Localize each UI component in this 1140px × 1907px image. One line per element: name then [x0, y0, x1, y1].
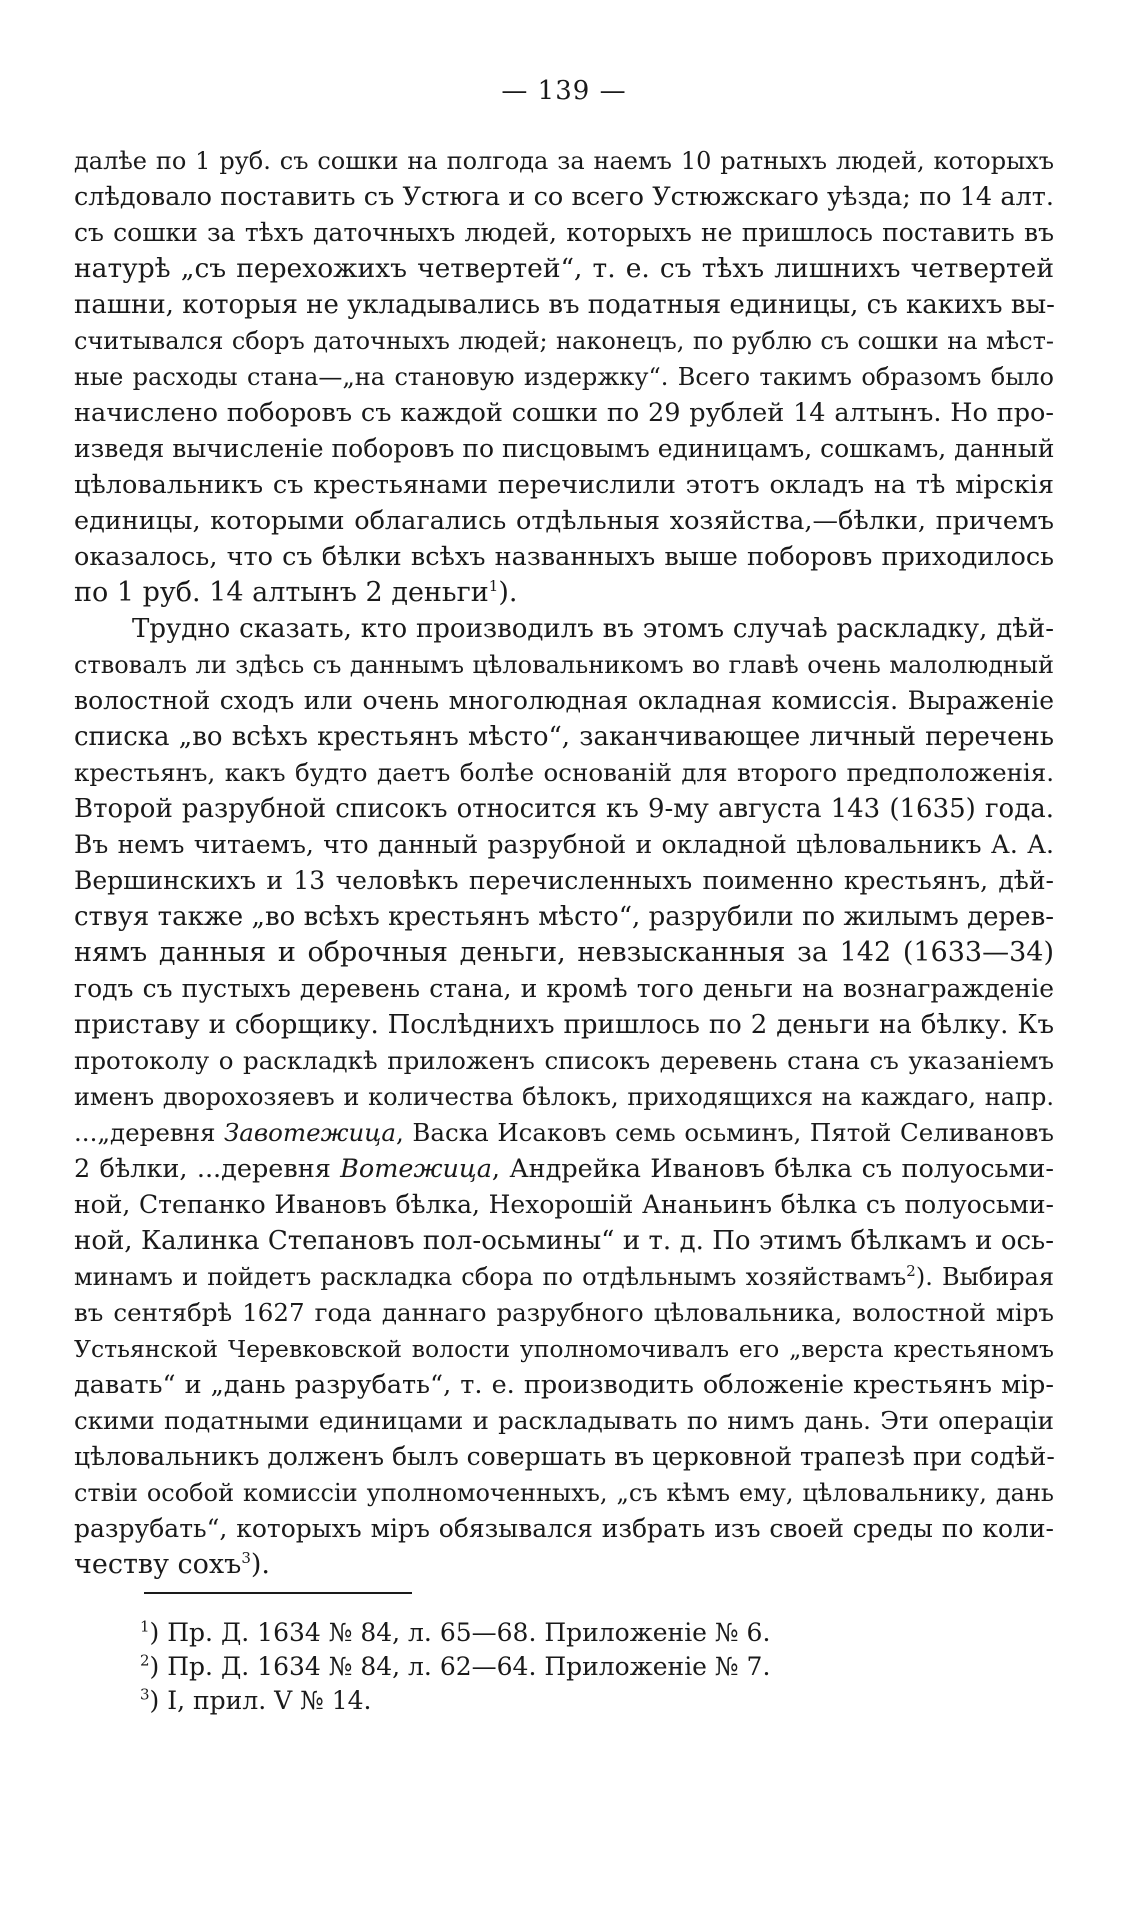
footnote-ref[interactable]: 3 — [241, 1549, 251, 1567]
text-line: нямъ данныя и оброчныя деньги, невзысканныя за 142 (1633—34) — [74, 937, 1054, 968]
text-line: годъ съ пустыхъ деревень стана, и кромѣ того деньги на вознагражденіе — [74, 974, 1054, 1003]
text-line: крестьянъ, какъ будто даетъ болѣе основаній для второго предположенія. — [74, 758, 1054, 787]
text-line: изведя вычисленіе поборовъ по писцовымъ единицамъ, сошкамъ, данный — [74, 434, 1055, 463]
text-fragment: минамъ и пойдетъ раскладка сбора по отдѣльнымъ хозяйствамъ — [74, 1263, 907, 1291]
text-line: скими податными единицами и раскладывать по нимъ дань. Эти операціи — [74, 1406, 1054, 1435]
text-line: приставу и сборщику. Послѣднихъ пришлось по 2 деньги на бѣлку. Къ — [74, 1010, 1054, 1040]
text-fragment: ...„деревня — [74, 1118, 225, 1147]
text-line: ной, Степанко Ивановъ бѣлка, Нехорошій Ананьинъ бѣлка съ полуосьми- — [74, 1190, 1054, 1219]
footnotes — [140, 1616, 1040, 1718]
text-fragment: , Васка Исаковъ семь осьминъ, Пятой Селивановъ — [396, 1118, 1054, 1147]
footnote-text: ) Пр. Д. 1634 № 84, л. 62—64. Приложеніе № 7. — [149, 1652, 771, 1681]
text-line: слѣдовало поставить съ Устюга и со всего Устюжскаго уѣзда; по 14 алт. — [74, 182, 1054, 212]
text-line: ствуя также „во всѣхъ крестьянъ мѣсто“, разрубили по жилымъ дерев- — [74, 902, 1054, 932]
text-line: именъ дворохозяевъ и количества бѣлокъ, приходящихся на каждаго, напр. — [74, 1083, 1054, 1111]
text-line: ствіи особой комиссіи уполномоченныхъ, „съ кѣмъ ему, цѣловальнику, дань — [74, 1479, 1054, 1507]
village-name: Завотежица — [224, 1118, 396, 1147]
footnote-mark: 1 — [140, 1617, 150, 1636]
text-line: ной, Калинка Степановъ пол-осьмины“ и т. д. По этимъ бѣлкамъ и ось- — [74, 1226, 1054, 1256]
text-line: Второй разрубной списокъ относится къ 9-му августа 143 (1635) года. — [74, 794, 1054, 824]
footnote-text: ) Пр. Д. 1634 № 84, л. 65—68. Приложеніе № 6. — [149, 1618, 771, 1647]
text-line: Трудно сказать, кто производилъ въ этомъ случаѣ раскладку, дѣй- — [132, 614, 1054, 644]
footnote-mark: 2 — [140, 1651, 150, 1670]
text-line: разрубать“, которыхъ міръ обязывался избрать изъ своей среды по коли- — [74, 1514, 1054, 1543]
text-line — [74, 1151, 1054, 1187]
text-fragment: ). Выбирая — [915, 1263, 1055, 1291]
page-number: — 139 — — [501, 76, 627, 106]
text-line: Въ немъ читаемъ, что данный разрубной и окладной цѣловальникъ А. А. — [74, 830, 1054, 859]
text-fragment: 2 бѣлки, ...деревня — [74, 1154, 341, 1184]
text-line: протоколу о раскладкѣ приложенъ списокъ деревень стана съ указаніемъ — [74, 1046, 1054, 1075]
text-line: далѣе по 1 руб. съ сошки на полгода за наемъ 10 ратныхъ людей, которыхъ — [74, 147, 1054, 175]
text-line — [74, 1547, 1054, 1583]
text-line: натурѣ „съ перехожихъ четвертей“, т. е. съ тѣхъ лишнихъ четвертей — [74, 253, 1054, 284]
text-line: съ сошки за тѣхъ даточныхъ людей, которыхъ не пришлось поставить въ — [74, 218, 1054, 247]
text-line: начислено поборовъ съ каждой сошки по 29 рублей 14 алтынъ. Но про- — [74, 398, 1054, 428]
text-line: ствовалъ ли здѣсь съ даннымъ цѣловальникомъ во главѣ очень малолюдный — [74, 651, 1054, 679]
text-line: ные расходы стана—„на становую издержку“. Всего такимъ образомъ было — [74, 363, 1054, 391]
text-fragment: по 1 руб. 14 алтынъ 2 деньги — [74, 577, 489, 608]
text-line: списка „во всѣхъ крестьянъ мѣсто“, заканчивающее личный перечень — [74, 722, 1054, 752]
text-fragment: честву сохъ — [74, 1549, 242, 1580]
text-line: пашни, которыя не укладывались въ податныя единицы, съ какихъ вы- — [74, 290, 1055, 320]
text-fragment: ). — [498, 577, 518, 608]
text-line — [74, 575, 1054, 611]
footnote-ref[interactable]: 1 — [488, 577, 499, 595]
footnote — [140, 1616, 1040, 1650]
body-text — [74, 143, 1054, 1583]
book-page — [74, 0, 1054, 1907]
text-line: цѣловальникъ съ крестьянами перечислили этотъ окладъ на тѣ мірскія — [74, 470, 1054, 500]
text-line — [74, 1259, 1054, 1295]
footnote-text: ) I, прил. V № 14. — [149, 1686, 372, 1715]
text-line: цѣловальникъ долженъ былъ совершать въ церковной трапезѣ при содѣй- — [74, 1442, 1055, 1471]
footnote-ref[interactable]: 2 — [906, 1262, 916, 1280]
text-line: въ сентябрѣ 1627 года даннаго разрубного цѣловальника, волостной міръ — [74, 1298, 1054, 1327]
text-fragment: , Андрейка Ивановъ бѣлка съ полуосьми- — [491, 1154, 1054, 1184]
text-line: Устьянской Черевковской волости уполномочивалъ его „верста крестьяномъ — [74, 1335, 1054, 1363]
text-line: волостной сходъ или очень многолюдная окладная комиссія. Выраженіе — [74, 686, 1054, 715]
text-line: Вершинскихъ и 13 человѣкъ перечисленныхъ поименно крестьянъ, дѣй- — [74, 866, 1054, 895]
footnote — [140, 1684, 1040, 1718]
footnote — [140, 1650, 1040, 1684]
footnote-mark: 3 — [140, 1685, 150, 1704]
text-line: давать“ и „дань разрубать“, т. е. производить обложеніе крестьянъ мір- — [74, 1370, 1054, 1400]
text-fragment: ). — [250, 1549, 271, 1580]
footnote-divider — [144, 1592, 412, 1594]
text-line: единицы, которыми облагались отдѣльныя хозяйства,—бѣлки, причемъ — [74, 506, 1054, 536]
village-name: Вотежица — [340, 1154, 492, 1184]
text-line: считывался сборъ даточныхъ людей; наконецъ, по рублю съ сошки на мѣст- — [74, 327, 1054, 355]
text-line — [74, 1115, 1054, 1151]
text-line: оказалось, что съ бѣлки всѣхъ названныхъ выше поборовъ приходилось — [74, 542, 1054, 572]
